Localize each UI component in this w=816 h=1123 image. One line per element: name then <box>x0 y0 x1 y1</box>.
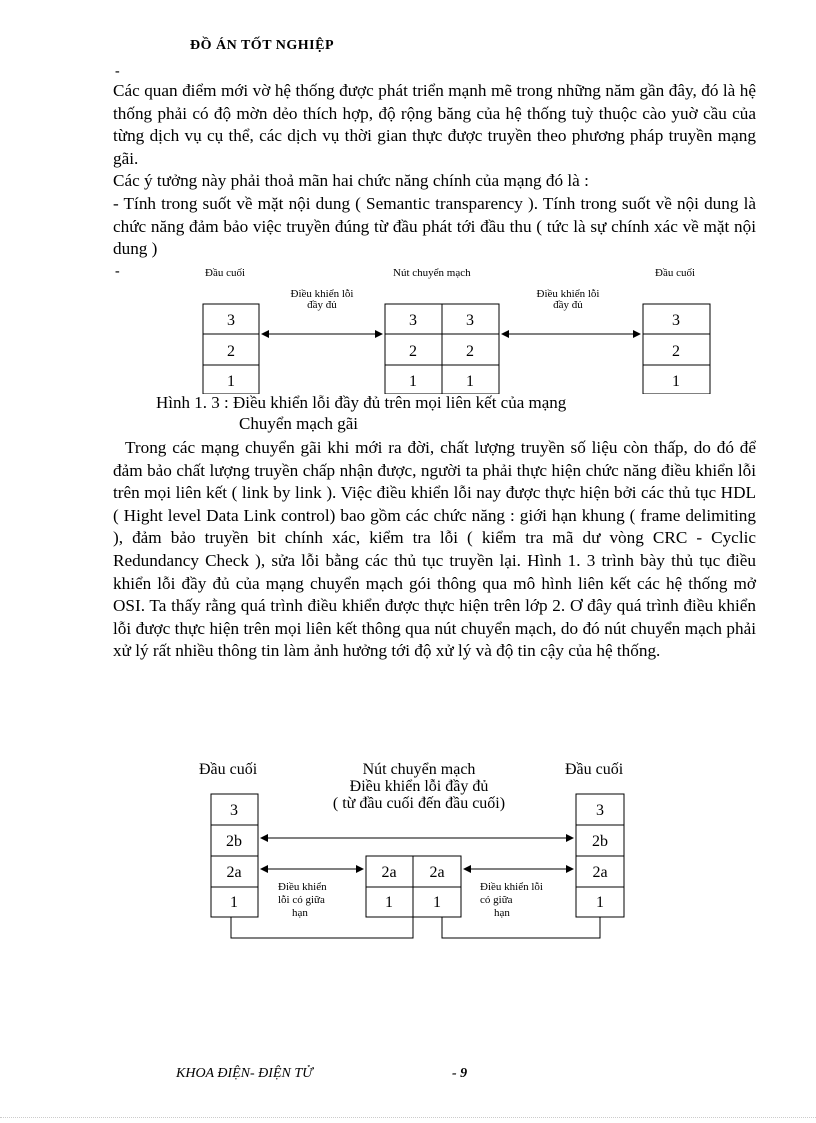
figure-1-caption-line1: Hình 1. 3 : Điều khiển lỗi đầy đủ trên mọi liên kết của mạng <box>156 393 567 412</box>
fig1-node-stack <box>385 304 499 394</box>
fig2-sub-left-3: hạn <box>292 907 308 919</box>
fig1-arrow-label-left-1: Điều khiển lỗi <box>290 288 354 300</box>
bullet-mark: - <box>115 64 120 79</box>
fig2-sub-left-1: Điều khiển <box>278 881 327 893</box>
svg-text:3: 3 <box>409 312 417 329</box>
fig1-right-stack <box>643 304 710 394</box>
figure-2-diagram <box>0 755 816 945</box>
fig2-label-mid2: Điều khiển lỗi đầy đủ <box>349 778 489 795</box>
svg-text:1: 1 <box>230 894 238 911</box>
svg-text:2a: 2a <box>226 864 242 881</box>
svg-text:2a: 2a <box>592 864 608 881</box>
svg-text:3: 3 <box>230 802 238 819</box>
svg-text:2: 2 <box>672 343 680 360</box>
svg-text:3: 3 <box>596 802 604 819</box>
fig2-label-left: Đầu cuối <box>199 761 258 778</box>
page-header: ĐỒ ÁN TỐT NGHIỆP <box>190 38 335 53</box>
fig2-bracket-left <box>231 917 413 938</box>
svg-text:3: 3 <box>672 312 680 329</box>
fig2-right-stack <box>576 794 624 917</box>
svg-text:2b: 2b <box>592 833 608 850</box>
svg-text:2: 2 <box>466 343 474 360</box>
fig2-label-mid: Nút chuyển mạch <box>362 761 476 778</box>
fig2-label-mid3: ( từ đầu cuối đến đầu cuối) <box>332 795 506 812</box>
fig1-arrow-label-right-1: Điều khiển lỗi <box>536 288 600 300</box>
svg-text:1: 1 <box>385 894 393 911</box>
bullet-mark: - <box>115 264 120 279</box>
svg-text:1: 1 <box>596 894 604 911</box>
page-separator <box>0 1117 816 1118</box>
fig1-left-stack <box>203 304 259 394</box>
svg-text:1: 1 <box>466 373 474 390</box>
svg-text:2a: 2a <box>429 864 445 881</box>
fig2-sub-right-1: Điều khiển lỗi <box>480 881 543 893</box>
svg-text:1: 1 <box>409 373 417 390</box>
fig2-node-stack <box>366 856 461 917</box>
svg-text:3: 3 <box>227 312 235 329</box>
svg-text:2b: 2b <box>226 833 242 850</box>
figure-1-diagram <box>0 262 816 394</box>
svg-text:3: 3 <box>466 312 474 329</box>
fig2-label-right: Đầu cuối <box>565 761 624 778</box>
svg-text:1: 1 <box>227 373 235 390</box>
fig2-left-stack <box>211 794 258 917</box>
fig2-sub-left-2: lỗi có giữa <box>278 894 325 906</box>
footer-department: KHOA ĐIỆN- ĐIỆN TỬ <box>176 1066 313 1081</box>
svg-text:2a: 2a <box>381 864 397 881</box>
fig2-bracket-right <box>442 917 600 938</box>
paragraph-1: Các quan điểm mới vờ hệ thống được phát triển mạnh mẽ trong những năm gần đây, đó là hệ thống phải có độ mờn dẻo thích hợp, độ rộng băng của hệ thống tuỳ thuộc cào yuờ cầu của từng dịch vụ cụ thể, các dịch vụ thời gian thực được truyền theo phương pháp truyền mạng gãi. <box>113 81 756 168</box>
paragraph-3: - Tính trong suốt về mặt nội dung ( Semantic transparency ). Tính trong suốt về nội dung là chức năng đảm bảo việc truyền đúng từ đầu phát tới đầu thu ( tức là sự chính xác về mặt nội dung ) <box>113 193 756 259</box>
footer-page-number: - 9 <box>452 1066 468 1081</box>
paragraph-2: Các ý tưởng này phải thoả mãn hai chức năng chính của mạng đó là : <box>113 171 589 191</box>
fig1-arrow-label-right-2: đầy đủ <box>553 299 583 311</box>
svg-text:1: 1 <box>672 373 680 390</box>
figure-1-caption-line2: Chuyển mạch gãi <box>239 414 358 433</box>
svg-text:2: 2 <box>227 343 235 360</box>
fig1-label-mid: Nút chuyển mạch <box>393 267 471 279</box>
fig2-sub-right-2: có giữa <box>480 894 513 906</box>
fig1-label-left: Đầu cuối <box>205 267 246 279</box>
intro-block <box>113 80 756 261</box>
body-paragraph: Trong các mạng chuyển gãi khi mới ra đời, chất lượng truyền số liệu còn thấp, do đó để đảm bảo chất lượng truyền chấp nhận được, người ta phải thực hiện chức năng điều khiển lỗi trên mọi liên kết ( link by link ). Việc điều khiển lỗi nay được thực hiện bởi các thủ tục HDL ( Hight level Data Link control) bao gồm các chức năng : giới hạn khung ( frame delimiting ), đảm bảo truyền bit chính xác, kiểm tra lỗi ( kiểm tra mã dư vòng CRC - Cyclic Redundancy Check ), sửa lỗi bằng các thủ tục truyền lại. Hình 1. 3 trình bày thủ tục điều khiển lỗi đầy đủ của mạng chuyển mạch gói thông qua mô hình liên kết các hệ thống mở OSI. Ta thấy rằng quá trình điều khiển được thực hiện trên lớp 2. Ơ đây quá trình điều khiển lỗi được thực hiện trên mọi liên kết thông qua nút chuyển mạch, do đó nút chuyển mạch phải xử lý rất nhiều thông tin làm ảnh hưởng tới độ xử lý và độ tin cậy của hệ thống. <box>113 438 756 661</box>
fig1-arrow-label-left-2: đầy đủ <box>307 299 337 311</box>
fig1-label-right: Đầu cuối <box>655 267 696 279</box>
fig2-sub-right-3: hạn <box>494 907 510 919</box>
svg-text:2: 2 <box>409 343 417 360</box>
svg-text:1: 1 <box>433 894 441 911</box>
